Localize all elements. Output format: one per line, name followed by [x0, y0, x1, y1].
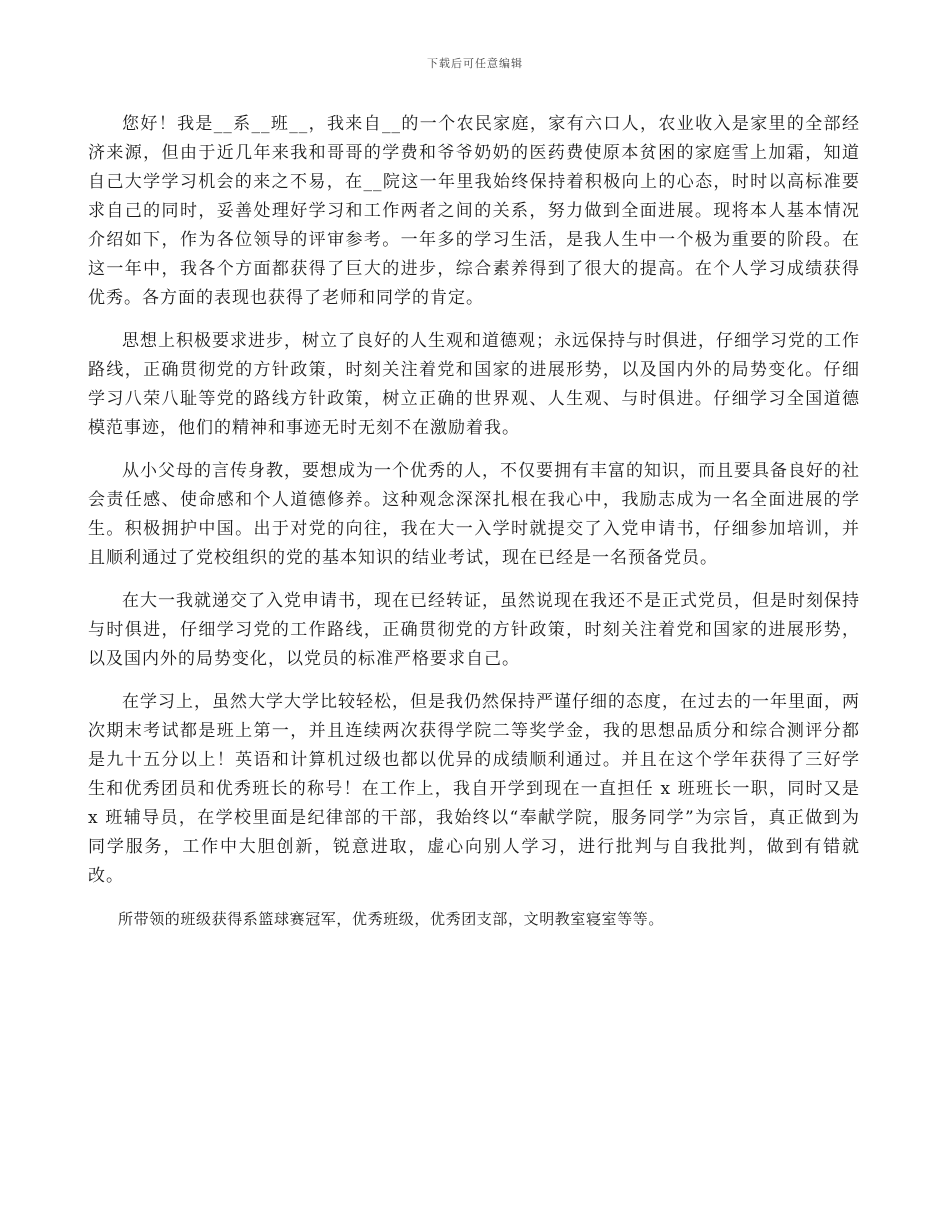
paragraph-ideology: 思想上积极要求进步，树立了良好的人生观和道德观；永远保持与时俱进，仔细学习党的工作路线，正确贯彻党的方针政策，时刻关注着党和国家的进展形势，以及国内外的局势变化。仔细学习八荣八耻等党的路线方针政策，树立正确的世界观、人生观、与时俱进。仔细学习全国道德模范事迹，他们的精神和事迹无时无刻不在激励着我。: [88, 331, 860, 438]
paragraph-introduction: 您好！我是__系__班__，我来自__的一个农民家庭，家有六口人，农业收入是家里的全部经济来源，但由于近几年来我和哥哥的学费和爷爷奶奶的医药费使原本贫困的家庭雪上加霜，知道自己大学学习机会的来之不易，在__院这一年里我始终保持着积极向上的心态，时时以高标准要求自己的同时，妥善处理好学习和工作两者之间的关系，努力做到全面进展。现将本人基本情况介绍如下，作为各位领导的评审参考。一年多的学习生活，是我人生中一个极为重要的阶段。在这一年中，我各个方面都获得了巨大的进步，综合素养得到了很大的提高。在个人学习成绩获得优秀。各方面的表现也获得了老师和同学的肯定。: [88, 114, 860, 308]
document-body: [88, 110, 860, 948]
paragraph-study-and-work: 在学习上，虽然大学大学比较轻松，但是我仍然保持严谨仔细的态度，在过去的一年里面，两次期末考试都是班上第一，并且连续两次获得学院二等奖学金，我的思想品质分和综合测评分都是九十五分以上！英语和计算机过级也都以优异的成绩顺利通过。并且在这个学年获得了三好学生和优秀团员和优秀班长的称号！在工作上，我自开学到现在一直担任 x 班班长一职，同时又是 x 班辅导员，在学校里面是纪律部的干部，我始终以“奉献学院，服务同学”为宗旨，真正做到为同学服务，工作中大胆创新，锐意进取，虚心向别人学习，进行批判与自我批判，做到有错就改。: [88, 692, 860, 886]
paragraph-class-honors: 所带领的班级获得系篮球赛冠军，优秀班级，优秀团支部，文明教室寝室等等。: [118, 910, 665, 928]
paragraph-upbringing: 从小父母的言传身教，要想成为一个优秀的人，不仅要拥有丰富的知识，而且要具备良好的社会责任感、使命感和个人道德修养。这种观念深深扎根在我心中，我励志成为一名全面进展的学生。积极拥护中国。出于对党的向往，我在大一入学时就提交了入党申请书，仔细参加培训，并且顺利通过了党校组织的党的基本知识的结业考试，现在已经是一名预备党员。: [88, 461, 860, 568]
page-header: 下载后可任意编辑: [427, 57, 523, 70]
paragraph-party-application: 在大一我就递交了入党申请书，现在已经转证，虽然说现在我还不是正式党员，但是时刻保持与时俱进，仔细学习党的工作路线，正确贯彻党的方针政策，时刻关注着党和国家的进展形势，以及国内外的局势变化，以党员的标准严格要求自己。: [88, 591, 860, 669]
